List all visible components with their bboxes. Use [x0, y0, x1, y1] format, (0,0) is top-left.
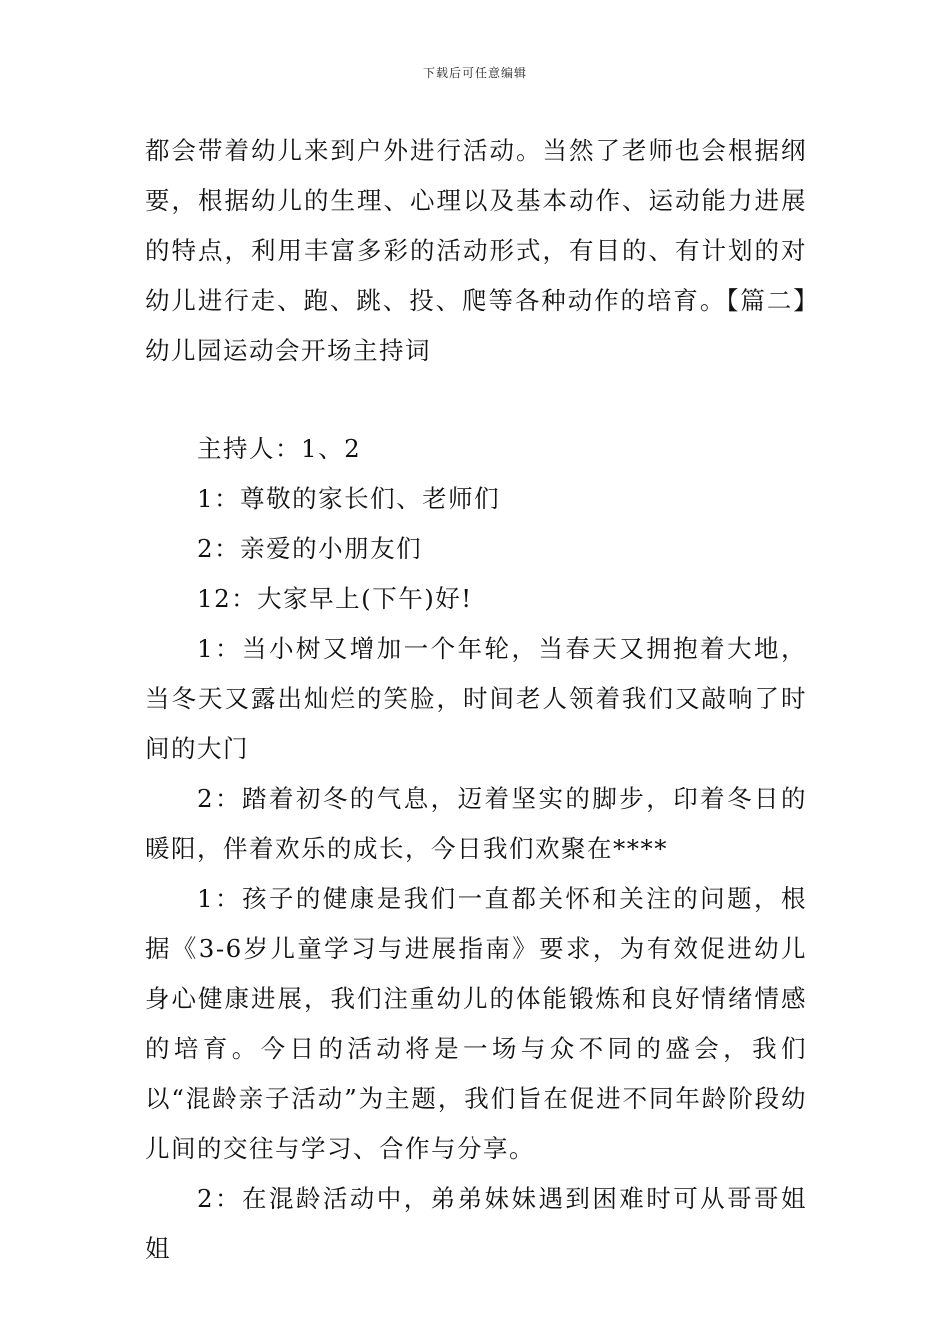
paragraph-time: 1：当小树又增加一个年轮，当春天又拥抱着大地，当冬天又露出灿烂的笑脸，时间老人领着我们又敲响了时间的大门	[145, 634, 807, 763]
paragraph-gathering: 2：踏着初冬的气息，迈着坚实的脚步，印着冬日的暖阳，伴着欢乐的成长，今日我们欢聚在****	[145, 784, 807, 863]
paragraph-greeting-parents: 1：尊敬的家长们、老师们	[197, 484, 501, 513]
paragraph-greeting-all: 12：大家早上(下午)好!	[197, 584, 473, 613]
paragraph-intro: 都会带着幼儿来到户外进行活动。当然了老师也会根据纲要，根据幼儿的生理、心理以及基本动作、运动能力进展的特点，利用丰富多彩的活动形式，有目的、有计划的对幼儿进行走、跑、跳、投、爬等各种动作的培育。【篇二】幼儿园运动会开场主持词	[145, 136, 807, 365]
document-body	[145, 126, 807, 1274]
paragraph-greeting-children: 2：亲爱的小朋友们	[197, 534, 423, 563]
paragraph-mixed-age: 2：在混龄活动中，弟弟妹妹遇到困难时可从哥哥姐姐	[145, 1184, 807, 1263]
page-header: 下载后可任意编辑	[422, 66, 527, 80]
paragraph-hosts: 主持人：1、2	[197, 434, 362, 463]
paragraph-gap	[145, 376, 807, 424]
paragraph-health: 1：孩子的健康是我们一直都关怀和关注的问题，根据《3-6岁儿童学习与进展指南》要求，为有效促进幼儿身心健康进展，我们注重幼儿的体能锻炼和良好情绪情感的培育。今日的活动将是一场与众不同的盛会，我们以“混龄亲子活动”为主题，我们旨在促进不同年龄阶段幼儿间的交往与学习、合作与分享。	[145, 884, 807, 1163]
